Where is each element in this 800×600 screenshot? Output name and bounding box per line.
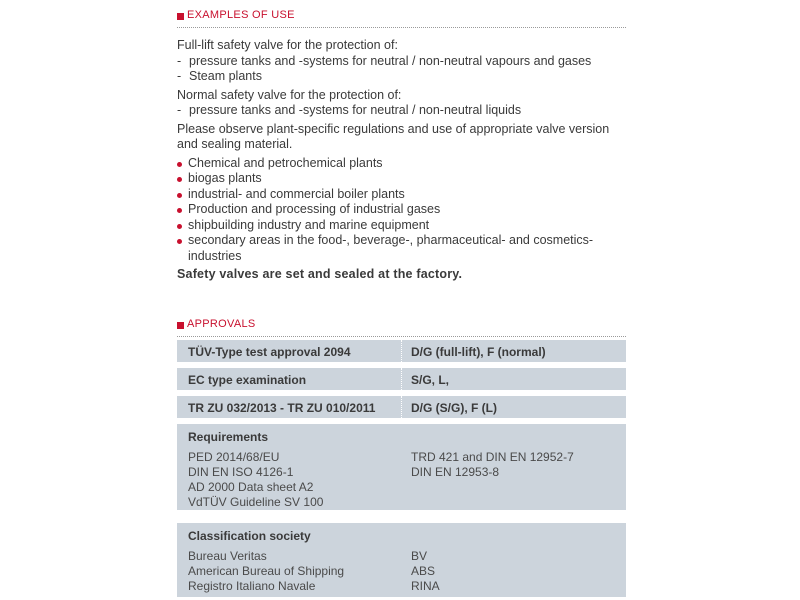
full-lift-list — [177, 54, 626, 85]
list-item: AD 2000 Data sheet A2 — [188, 480, 314, 494]
list-item: TRD 421 and DIN EN 12952-7 — [411, 450, 574, 464]
list-item: Bureau Veritas — [188, 549, 267, 563]
normal-list — [177, 103, 626, 119]
list-item: biogas plants — [177, 171, 626, 187]
list-item: PED 2014/68/EU — [188, 450, 280, 464]
list-item: RINA — [411, 579, 440, 593]
approval-name: EC type examination — [188, 373, 307, 387]
list-item: Production and processing of industrial gases — [177, 202, 626, 218]
list-item: American Bureau of Shipping — [188, 564, 345, 578]
requirements-heading: Requirements — [188, 430, 269, 444]
normal-paragraph — [177, 88, 626, 119]
list-item: VdTÜV Guideline SV 100 — [188, 495, 324, 509]
bullet-icon — [177, 208, 182, 213]
society-code-list — [411, 549, 440, 594]
classification-heading: Classification society — [188, 529, 311, 543]
approval-value: D/G (full-lift), F (normal) — [411, 345, 546, 359]
factory-note: Safety valves are set and sealed at the factory. — [177, 267, 463, 281]
approvals-section-header — [177, 317, 626, 337]
list-item: secondary areas in the food-, beverage-, pharmaceutical- and cosmetics-industries — [177, 233, 626, 264]
normal-intro: Normal safety valve for the protection of: — [177, 87, 402, 102]
requirements-block — [177, 424, 626, 510]
list-item: - Steam plants — [177, 69, 262, 83]
industries-paragraph — [177, 156, 626, 265]
bullet-icon — [177, 224, 182, 229]
list-item: ABS — [411, 564, 436, 578]
section-divider — [177, 27, 626, 28]
examples-body — [177, 38, 626, 283]
list-item: Chemical and petrochemical plants — [177, 156, 626, 172]
observe-note: Please observe plant-specific regulations and use of appropriate valve version and sealing material. — [177, 121, 610, 151]
requirements-right-list — [411, 450, 574, 480]
list-item: BV — [411, 549, 428, 563]
bullet-icon — [177, 177, 182, 182]
bullet-icon — [177, 162, 182, 167]
bullet-icon — [177, 239, 182, 244]
list-item: - pressure tanks and -systems for neutral / non-neutral vapours and gases — [177, 53, 592, 68]
section-divider — [177, 336, 626, 337]
requirements-left-list — [188, 450, 323, 510]
full-lift-intro: Full-lift safety valve for the protection of: — [177, 38, 398, 52]
list-item: DIN EN ISO 4126-1 — [188, 465, 294, 479]
industries-list — [177, 156, 626, 265]
approval-row — [177, 340, 626, 362]
approval-row — [177, 396, 626, 418]
list-item: Registro Italiano Navale — [188, 579, 316, 593]
approval-value: S/G, L, — [411, 373, 450, 387]
list-item: shipbuilding industry and marine equipment — [177, 218, 626, 234]
approvals-heading: APPROVALS — [187, 318, 256, 330]
examples-section-header — [177, 8, 626, 28]
approval-name: TR ZU 032/2013 - TR ZU 010/2011 — [188, 401, 376, 415]
section-marker-icon — [177, 322, 184, 329]
society-name-list — [188, 549, 344, 594]
bullet-icon — [177, 193, 182, 198]
list-item: industrial- and commercial boiler plants — [177, 187, 626, 203]
list-item: - pressure tanks and -systems for neutral / non-neutral liquids — [177, 103, 522, 117]
full-lift-paragraph — [177, 38, 626, 85]
examples-heading: EXAMPLES OF USE — [187, 9, 295, 21]
section-marker-icon — [177, 13, 184, 20]
classification-block — [177, 523, 626, 597]
list-item: DIN EN 12953-8 — [411, 465, 500, 479]
approval-name: TÜV-Type test approval 2094 — [188, 345, 351, 359]
approval-value: D/G (S/G), F (L) — [411, 401, 497, 415]
approval-row — [177, 368, 626, 390]
